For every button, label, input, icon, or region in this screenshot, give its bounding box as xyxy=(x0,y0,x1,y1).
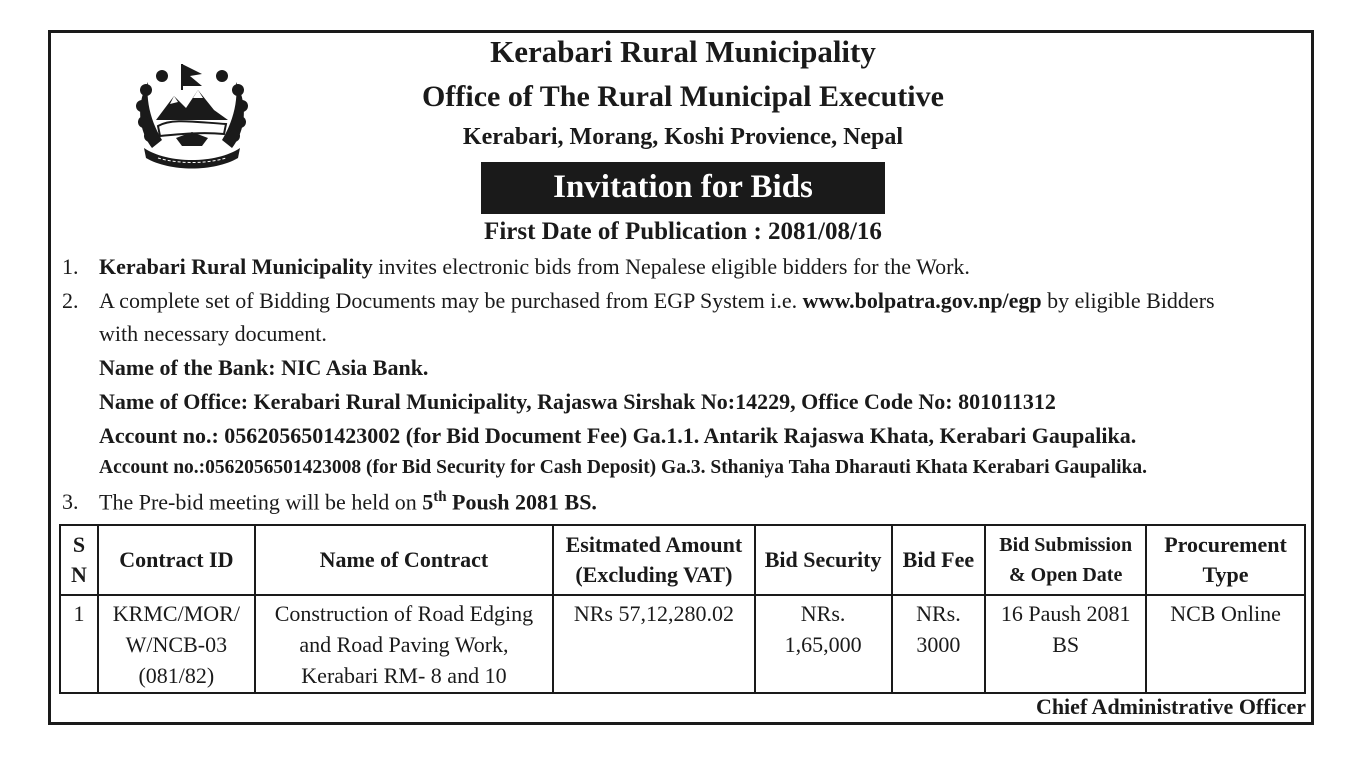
point-2 xyxy=(99,288,1215,314)
signatory: Chief Administrative Officer xyxy=(1035,694,1306,719)
prebid-day: 5 xyxy=(422,489,434,515)
municipality-name: Kerabari Rural Municipality xyxy=(99,254,373,279)
point-number: 3. xyxy=(62,489,79,514)
bids-table xyxy=(59,524,1306,694)
office-details: Name of Office: Kerabari Rural Municipality, Rajaswa Sirshak No:14229, Office Code No: 801011312 xyxy=(99,389,1056,414)
table-header-row xyxy=(60,525,1305,595)
account-bid-document-fee: Account no.: 0562056501423002 (for Bid Document Fee) Ga.1.1. Antarik Rajaswa Khata, Kerabari Gaupalika. xyxy=(99,423,1137,448)
column-header-sn: S N xyxy=(60,525,98,595)
point-2-continuation: with necessary document. xyxy=(99,321,327,346)
cell-contract-id: KRMC/MOR/ W/NCB-03 (081/82) xyxy=(98,595,255,693)
column-header-type: Procurement Type xyxy=(1146,525,1305,595)
account-bid-security: Account no.:0562056501423008 (for Bid Security for Cash Deposit) Ga.3. Sthaniya Taha Dharauti Khata Kerabari Gaupalika. xyxy=(99,457,1148,478)
table-row xyxy=(60,595,1305,693)
column-header-name: Name of Contract xyxy=(255,525,553,595)
point-3-text: The Pre-bid meeting will be held on xyxy=(99,489,423,515)
column-header-submission: Bid Submission & Open Date xyxy=(985,525,1146,595)
column-header-security: Bid Security xyxy=(755,525,892,595)
egp-link[interactable]: www.bolpatra.gov.np/egp xyxy=(802,288,1042,313)
cell-fee: NRs. 3000 xyxy=(892,595,986,693)
cell-procurement-type: NCB Online xyxy=(1146,595,1305,693)
nepal-government-emblem-icon xyxy=(132,60,252,176)
column-header-amount: Esitmated Amount (Excluding VAT) xyxy=(553,525,755,595)
cell-security: NRs. 1,65,000 xyxy=(755,595,892,693)
cell-contract-name: Construction of Road Edging and Road Paving Work, Kerabari RM- 8 and 10 xyxy=(255,595,553,693)
notice-banner: Invitation for Bids xyxy=(481,162,885,214)
column-header-fee: Bid Fee xyxy=(892,525,986,595)
prebid-day-suffix: th xyxy=(433,489,447,505)
office-title: Office of The Rural Municipal Executive xyxy=(422,80,944,113)
point-1-text: invites electronic bids from Nepalese eligible bidders for the Work. xyxy=(372,254,970,279)
point-1 xyxy=(99,254,970,280)
point-2-text: A complete set of Bidding Documents may be purchased from EGP System i.e. xyxy=(99,288,803,313)
prebid-date: Poush 2081 BS. xyxy=(446,489,597,515)
point-2-text-end: by eligible Bidders xyxy=(1041,288,1215,313)
publication-date: First Date of Publication : 2081/08/16 xyxy=(484,218,882,245)
cell-sn: 1 xyxy=(60,595,98,693)
point-number: 1. xyxy=(62,254,79,279)
cell-amount: NRs 57,12,280.02 xyxy=(553,595,755,693)
point-3 xyxy=(99,489,597,515)
column-header-contract-id: Contract ID xyxy=(98,525,255,595)
cell-submission-date: 16 Paush 2081 BS xyxy=(985,595,1146,693)
address-line: Kerabari, Morang, Koshi Provience, Nepal xyxy=(462,124,904,150)
bank-name: Name of the Bank: NIC Asia Bank. xyxy=(99,355,429,380)
municipality-title: Kerabari Rural Municipality xyxy=(490,34,876,69)
point-number: 2. xyxy=(62,288,79,313)
